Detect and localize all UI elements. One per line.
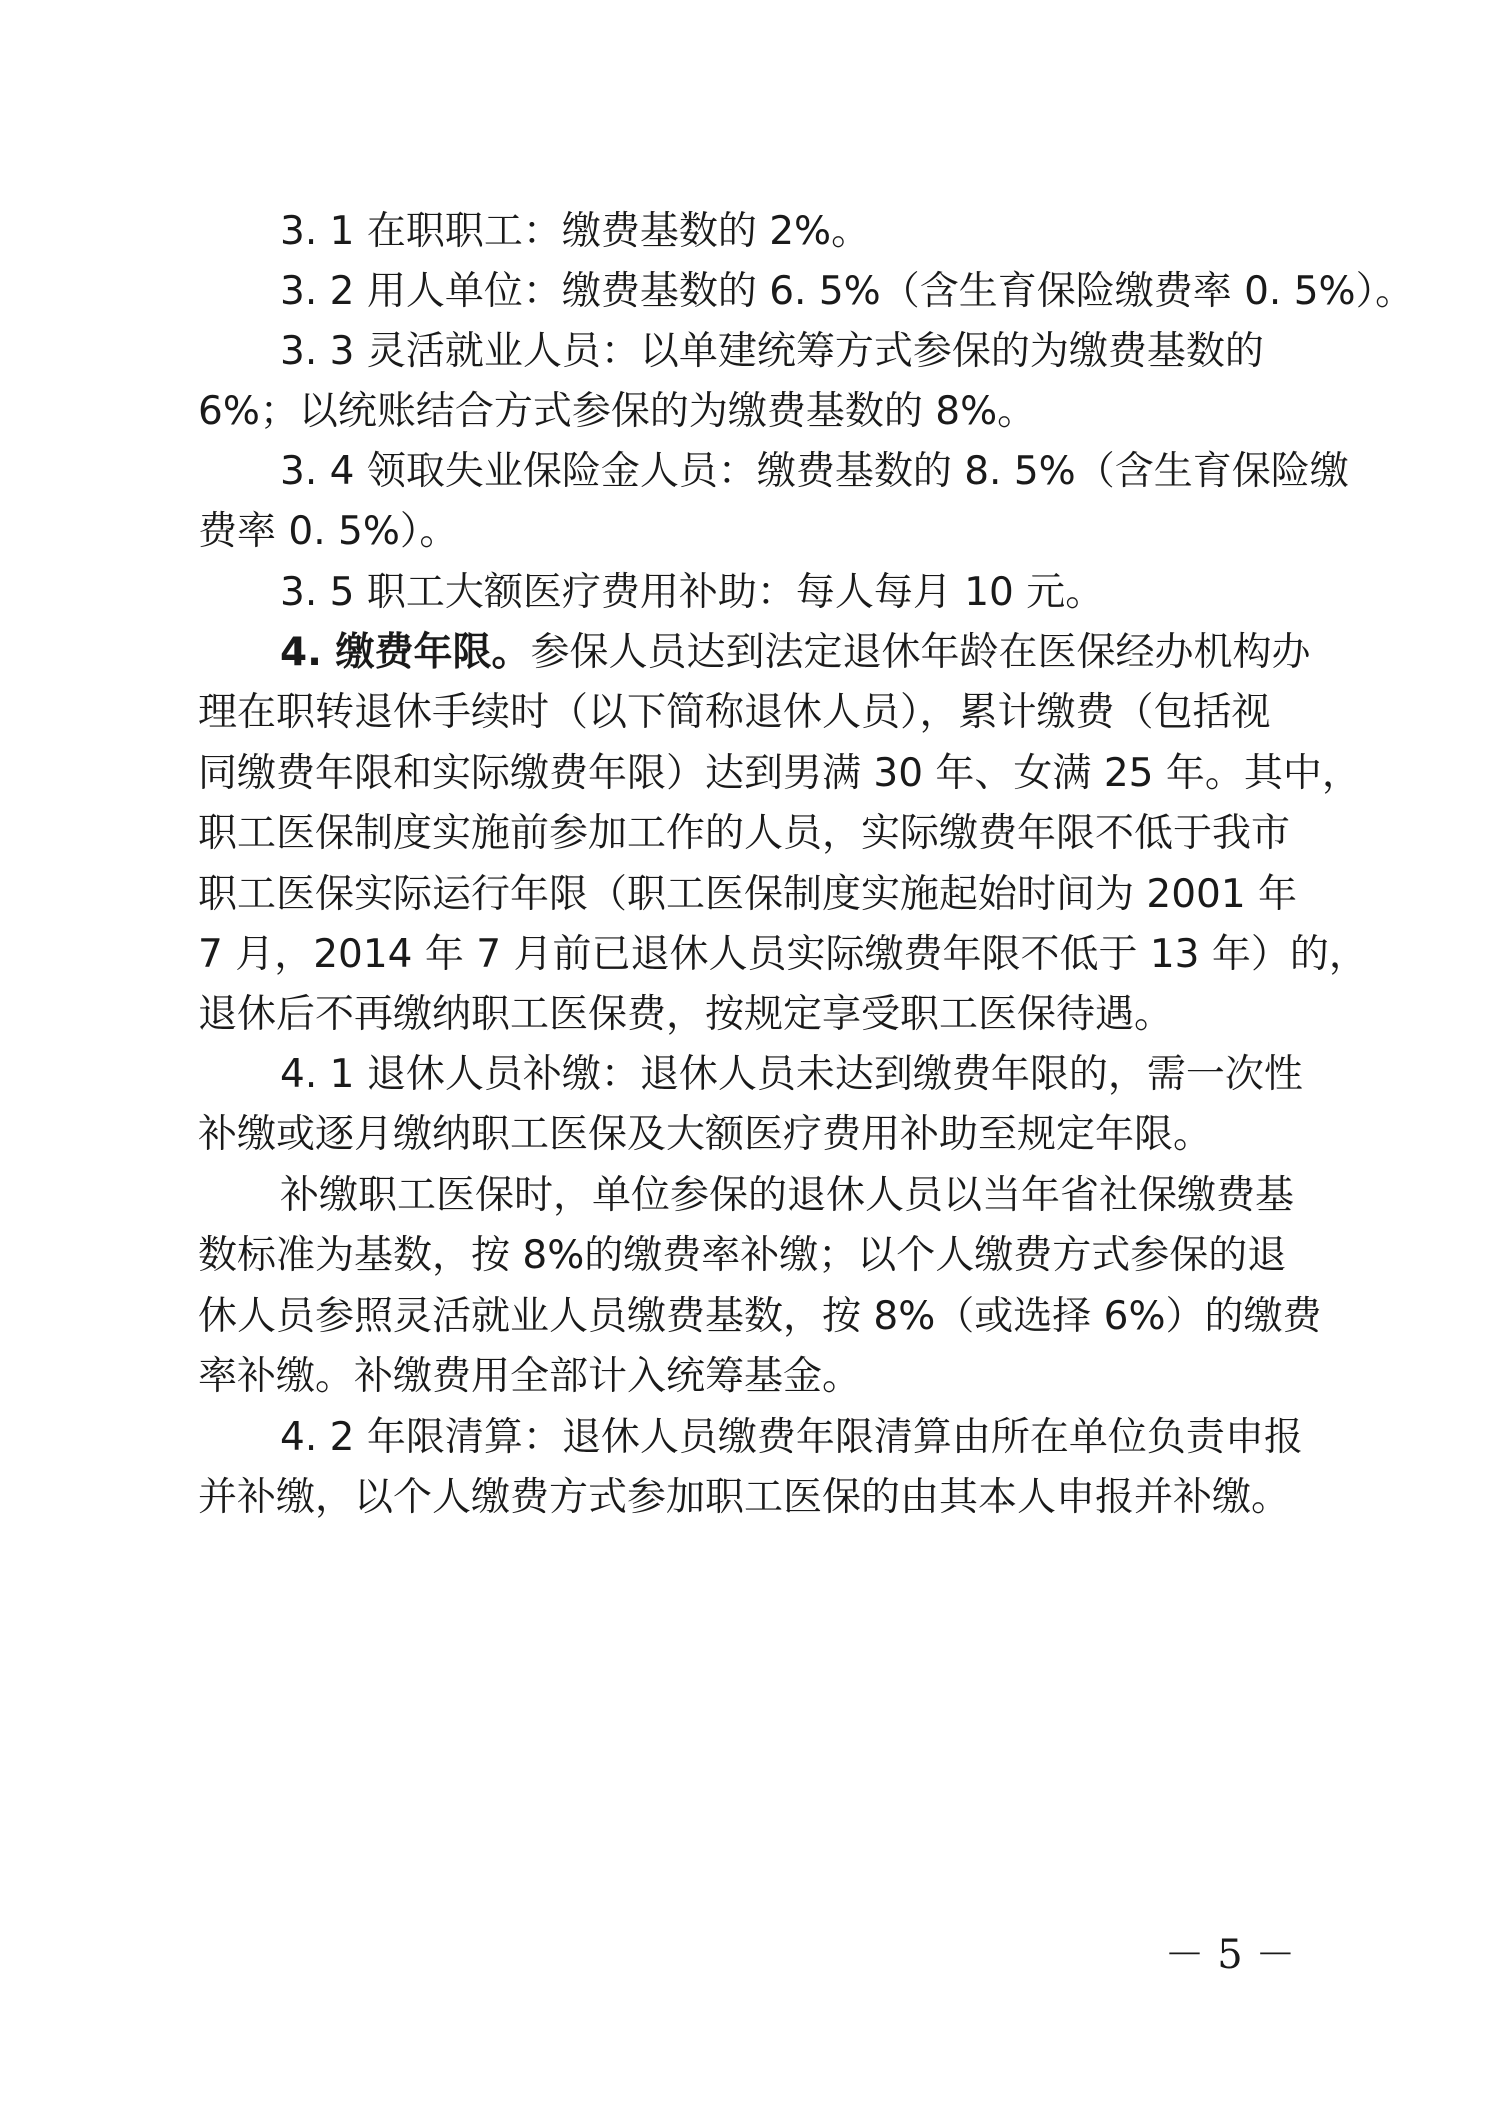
paragraph-supplement-line-1: 补缴职工医保时，单位参保的退休人员以当年省社保缴费基 bbox=[280, 1173, 1295, 1218]
paragraph-supplement-line-2: 数标准为基数，按 8%的缴费率补缴；以个人缴费方式参保的退 bbox=[198, 1233, 1287, 1278]
paragraph-3-1: 3. 1 在职职工：缴费基数的 2%。 bbox=[280, 209, 871, 254]
paragraph-3-2: 3. 2 用人单位：缴费基数的 6. 5%（含生育保险缴费率 0. 5%）。 bbox=[280, 269, 1415, 314]
paragraph-4-line-7: 退休后不再缴纳职工医保费，按规定享受职工医保待遇。 bbox=[198, 992, 1174, 1037]
section-4-heading: 4. 缴费年限。 bbox=[280, 630, 531, 675]
paragraph-4-2-line-2: 并补缴，以个人缴费方式参加职工医保的由其本人申报并补缴。 bbox=[198, 1475, 1291, 1520]
paragraph-supplement-line-3: 休人员参照灵活就业人员缴费基数，按 8%（或选择 6%）的缴费 bbox=[198, 1294, 1322, 1339]
paragraph-supplement-line-4: 率补缴。补缴费用全部计入统筹基金。 bbox=[198, 1354, 862, 1399]
paragraph-4-line-3: 同缴费年限和实际缴费年限）达到男满 30 年、女满 25 年。其中， bbox=[198, 751, 1361, 796]
paragraph-4-line-4: 职工医保制度实施前参加工作的人员，实际缴费年限不低于我市 bbox=[198, 811, 1291, 856]
paragraph-3-4-line-2: 费率 0. 5%）。 bbox=[198, 509, 459, 554]
paragraph-3-5: 3. 5 职工大额医疗费用补助：每人每月 10 元。 bbox=[280, 570, 1105, 615]
paragraph-4-first-text: 参保人员达到法定退休年龄在医保经办机构办 bbox=[530, 630, 1311, 675]
paragraph-3-4-line-1: 3. 4 领取失业保险金人员：缴费基数的 8. 5%（含生育保险缴 bbox=[280, 449, 1349, 494]
page-number: － 5 － bbox=[1164, 1932, 1296, 1978]
paragraph-4-line-5: 职工医保实际运行年限（职工医保制度实施起始时间为 2001 年 bbox=[198, 872, 1298, 917]
paragraph-4-line-2: 理在职转退休手续时（以下简称退休人员），累计缴费（包括视 bbox=[198, 690, 1271, 735]
paragraph-3-3-line-2: 6%；以统账结合方式参保的为缴费基数的 8%。 bbox=[198, 389, 1037, 434]
paragraph-4-line-6: 7 月，2014 年 7 月前已退休人员实际缴费年限不低于 13 年）的， bbox=[198, 932, 1368, 977]
paragraph-4-2-line-1: 4. 2 年限清算：退休人员缴费年限清算由所在单位负责申报 bbox=[280, 1415, 1303, 1460]
paragraph-4-1-line-1: 4. 1 退休人员补缴：退休人员未达到缴费年限的，需一次性 bbox=[280, 1052, 1303, 1097]
paragraph-3-3-line-1: 3. 3 灵活就业人员：以单建统筹方式参保的为缴费基数的 bbox=[280, 329, 1264, 374]
paragraph-4-1-line-2: 补缴或逐月缴纳职工医保及大额医疗费用补助至规定年限。 bbox=[198, 1112, 1213, 1157]
